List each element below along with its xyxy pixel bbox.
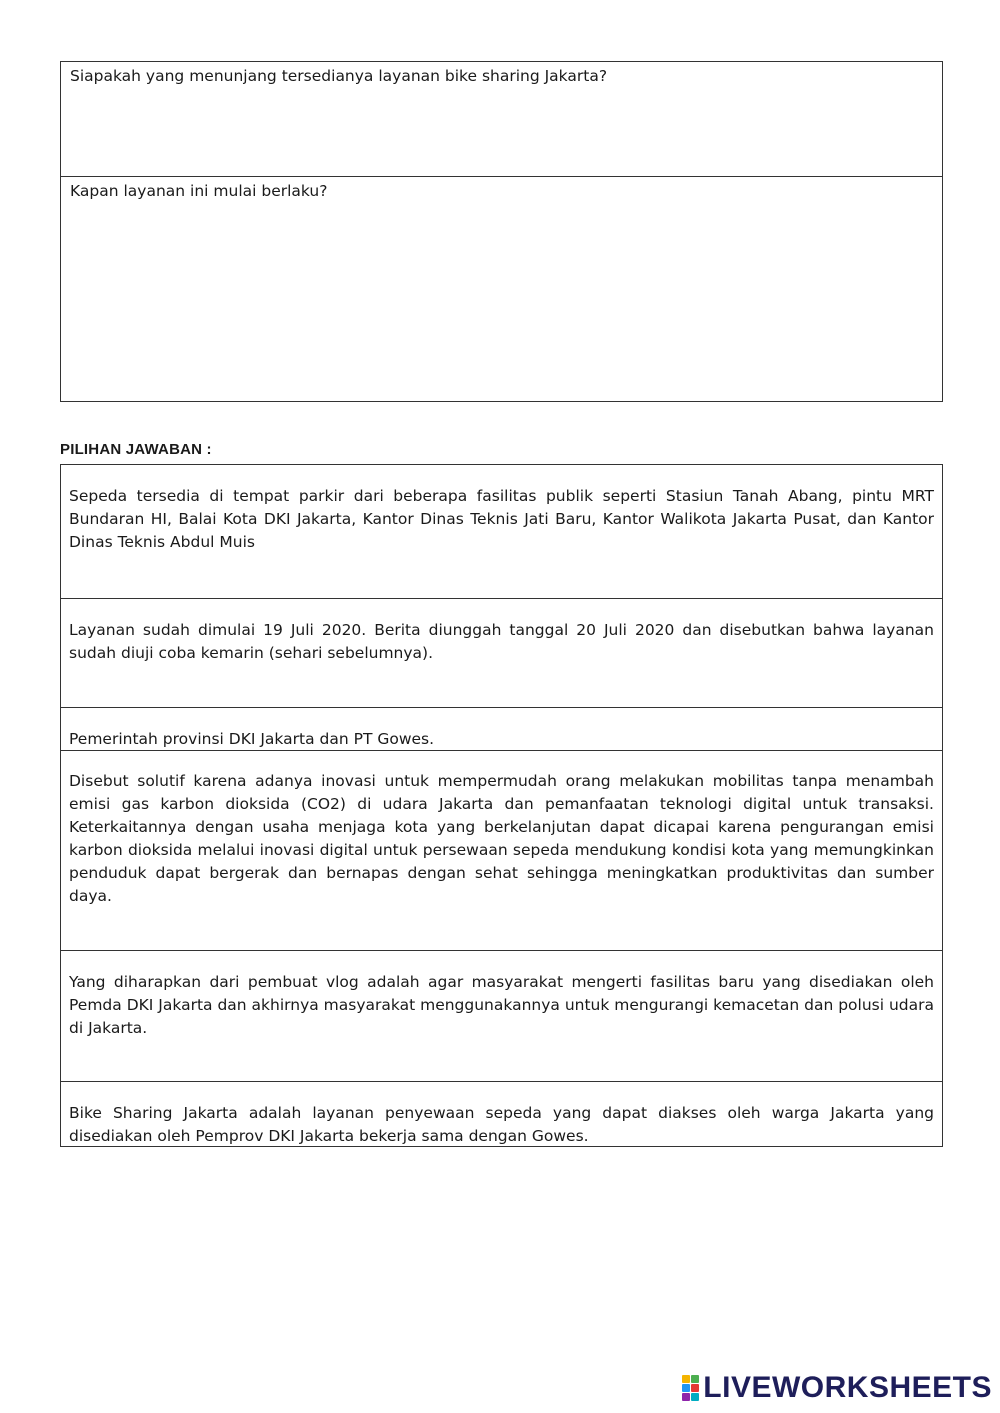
question-2 (61, 176, 942, 401)
liveworksheets-logo (682, 1371, 992, 1405)
answer-options-table (60, 464, 943, 1147)
question-table (60, 61, 943, 402)
answer-option-text: Yang diharapkan dari pembuat vlog adalah agar masyarakat mengerti fasilitas baru yang disediakan oleh Pemda DKI Jakarta dan akhirnya masyarakat menggunakannya untuk mengurangi kemacetan dan polusi udara di Jakarta. (69, 973, 934, 1037)
answer-option-text: Pemerintah provinsi DKI Jakarta dan PT Gowes. (69, 730, 435, 748)
answer-option[interactable] (61, 465, 942, 598)
answer-section-title: PILIHAN JAWABAN : (60, 441, 212, 458)
logo-mark-icon (682, 1375, 699, 1401)
answer-option-text: Disebut solutif karena adanya inovasi untuk mempermudah orang melakukan mobilitas tanpa menambah emisi gas karbon dioksida (CO2) di udara Jakarta dan pemanfaatan teknologi digital untuk transaksi. Keterkaitannya dengan usaha menjaga kota yang berkelanjutan dapat dicapai karena pengurangan emisi karbon dioksida melalui inovasi digital untuk persewaan sepeda mendukung kondisi kota yang memungkinkan penduduk dapat bergerak dan bernapas dengan sehat sehingga meningkatkan produktivitas dan sumber daya. (69, 772, 934, 905)
question-1-text: Siapakah yang menunjang tersedianya layanan bike sharing Jakarta? (70, 67, 608, 85)
answer-option-text: Sepeda tersedia di tempat parkir dari beberapa fasilitas publik seperti Stasiun Tanah Abang, pintu MRT Bundaran HI, Balai Kota DKI Jakarta, Kantor Dinas Teknis Jati Baru, Kantor Walikota Jakarta Pusat, dan Kantor Dinas Teknis Abdul Muis (69, 487, 934, 551)
answer-option-text: Layanan sudah dimulai 19 Juli 2020. Berita diunggah tanggal 20 Juli 2020 dan disebutkan bahwa layanan sudah diuji coba kemarin (sehari sebelumnya). (69, 621, 934, 662)
answer-option[interactable] (61, 598, 942, 707)
answer-option[interactable] (61, 707, 942, 750)
answer-option[interactable] (61, 750, 942, 950)
question-2-text: Kapan layanan ini mulai berlaku? (70, 182, 328, 200)
answer-option[interactable] (61, 950, 942, 1081)
logo-text: LIVEWORKSHEETS (703, 1371, 992, 1404)
question-1 (61, 62, 942, 176)
answer-option[interactable] (61, 1081, 942, 1147)
answer-option-text: Bike Sharing Jakarta adalah layanan penyewaan sepeda yang dapat diakses oleh warga Jakarta yang disediakan oleh Pemprov DKI Jakarta bekerja sama dengan Gowes. (69, 1104, 934, 1145)
